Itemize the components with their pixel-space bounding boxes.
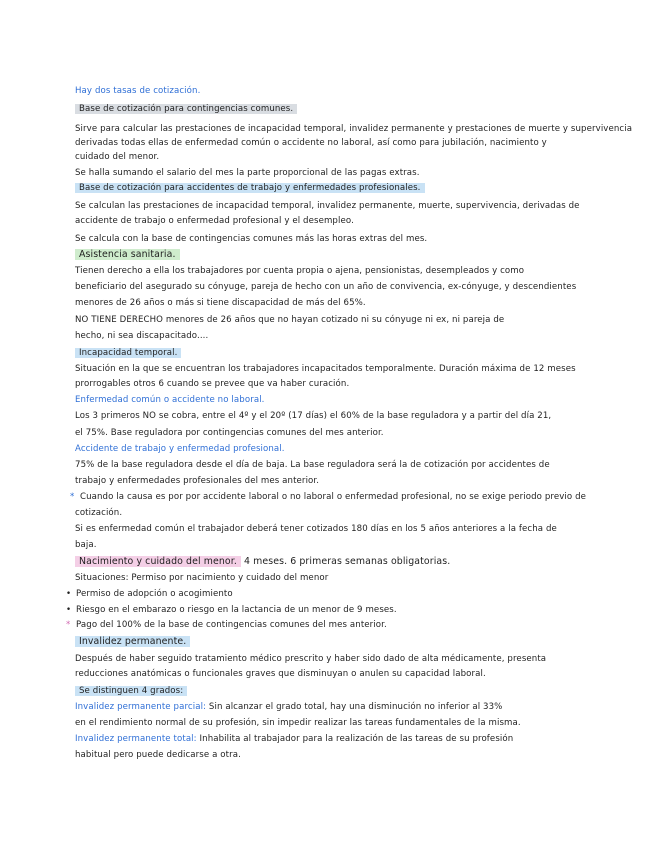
body-line: el 75%. Base reguladora por contingencias comunes del mes anterior. [75,428,384,438]
list-item: * Pago del 100% de la base de contingencias comunes del mes anterior. [66,620,387,630]
body-line: Los 3 primeros NO se cobra, entre el 4º y el 20º (17 días) el 60% de la base reguladora y a partir del día 21, [75,411,552,421]
grade-total: Invalidez permanente total: Inhabilita al trabajador para la realización de las tareas de su profesión [75,734,514,744]
intro-heading: Hay dos tasas de cotización. [75,86,201,96]
body-line: trabajo y enfermedades profesionales del mes anterior. [75,476,320,486]
body-line: cotización. [75,508,123,518]
body-line: hecho, ni sea discapacitado.... [75,331,209,341]
list-item: • Riesgo en el embarazo o riesgo en la lactancia de un menor de 9 meses. [66,605,397,615]
body-line: accidente de trabajo o enfermedad profesional y el desempleo. [75,216,354,226]
section-heading-temporary-disability: Incapacidad temporal. [75,348,181,359]
grade-partial: Invalidez permanente parcial: Sin alcanzar el grado total, hay una disminución no inferior al 33% [75,702,503,712]
section-heading-birth: Nacimiento y cuidado del menor. 4 meses. 6 primeras semanas obligatorias. [75,556,450,567]
subheading-common-illness: Enfermedad común o accidente no laboral. [75,395,265,405]
body-line: Situación en la que se encuentran los trabajadores incapacitados temporalmente. Duración máxima de 12 meses [75,364,576,374]
body-line: en el rendimiento normal de su profesión, sin impedir realizar las tareas fundamentales de la misma. [75,718,521,728]
body-line: NO TIENE DERECHO menores de 26 años que no hayan cotizado ni su cónyuge ni ex, ni pareja de [75,315,505,325]
list-item: • Permiso de adopción o acogimiento [66,589,233,599]
body-line: Sirve para calcular las prestaciones de incapacidad temporal, invalidez permanente y prestaciones de muerte y supervivencia [75,124,633,134]
body-line: cuidado del menor. [75,152,160,162]
body-line: Si es enfermedad común el trabajador deberá tener cotizados 180 días en los 5 años anteriores a la fecha de [75,524,557,534]
body-line: baja. [75,540,97,550]
subheading-work-accident: Accidente de trabajo y enfermedad profesional. [75,444,285,454]
body-line: reducciones anatómicas o funcionales graves que disminuyan o anulen su capacidad laboral. [75,669,486,679]
body-line: Se calcula con la base de contingencias comunes más las horas extras del mes. [75,234,428,244]
body-line: Después de haber seguido tratamiento médico prescrito y haber sido dado de alta médicamente, presenta [75,654,547,664]
body-line: Se halla sumando el salario del mes la parte proporcional de las pagas extras. [75,168,420,178]
body-line: Situaciones: Permiso por nacimiento y cuidado del menor [75,573,329,583]
body-line: menores de 26 años o más si tiene discapacidad de más del 65%. [75,298,366,308]
body-line: Tienen derecho a ella los trabajadores por cuenta propia o ajena, pensionistas, desempleados y como [75,266,525,276]
bullet-icon: • [66,605,72,615]
section-heading-common-base: Base de cotización para contingencias comunes. [75,104,297,115]
asterisk-icon: * [66,620,71,630]
asterisk-note: * Cuando la causa es por por accidente laboral o no laboral o enfermedad profesional, no se exige periodo previo de [70,492,587,502]
body-line: habitual pero puede dedicarse a otra. [75,750,241,760]
section-heading-permanent-disability: Invalidez permanente. [75,636,190,647]
body-line: beneficiario del asegurado su cónyuge, pareja de hecho con un año de convivencia, ex-cónyuge, y descendientes [75,282,577,292]
subheading-grades: Se distinguen 4 grados: [75,686,187,697]
section-heading-health-care: Asistencia sanitaria. [75,249,180,260]
section-heading-work-accidents: Base de cotización para accidentes de trabajo y enfermedades profesionales. [75,183,425,194]
body-line: prorrogables otros 6 cuando se prevee que va haber curación. [75,379,350,389]
bullet-icon: • [66,589,72,599]
asterisk-icon: * [70,492,75,502]
body-line: derivadas todas ellas de enfermedad común o accidente no laboral, así como para jubilación, nacimiento y [75,138,547,148]
body-line: 75% de la base reguladora desde el día de baja. La base reguladora será la de cotización por accidentes de [75,460,550,470]
body-line: Se calculan las prestaciones de incapacidad temporal, invalidez permanente, muerte, supervivencia, derivadas de [75,201,580,211]
